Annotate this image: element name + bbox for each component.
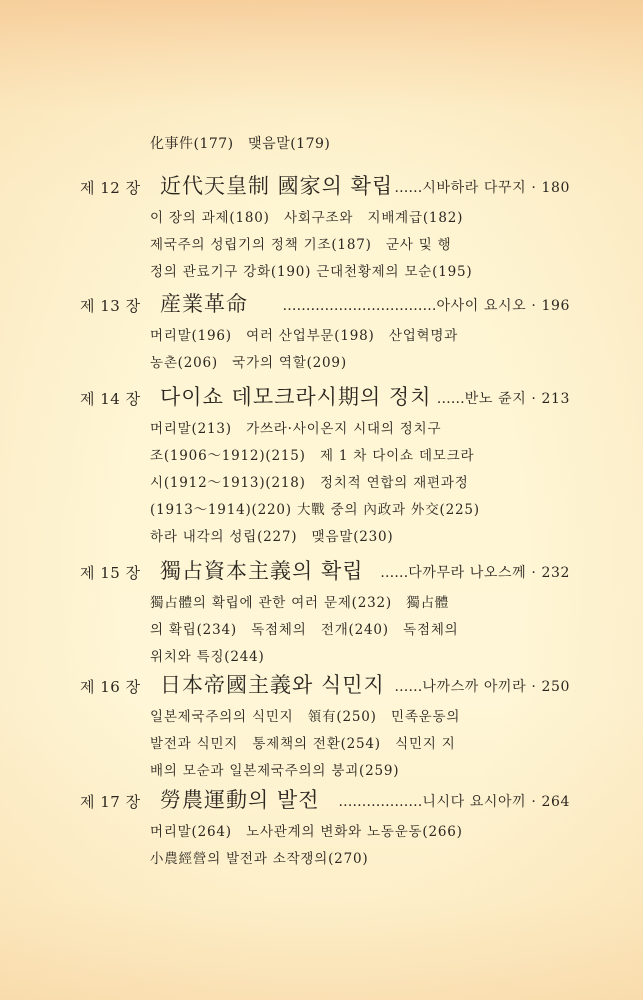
chapter-title: 日本帝國主義와 식민지 (160, 673, 385, 697)
section-line: 獨占體의 확립에 관한 여러 문제(232) 獨占體 (150, 595, 450, 611)
chapter-author-page (283, 296, 570, 316)
chapter-number: 제 16 장 (80, 678, 141, 696)
section-line: 머리말(264) 노사관계의 변화와 노동운동(266) (150, 824, 463, 840)
section-line: 일본제국주의의 식민지 領有(250) 민족운동의 (150, 709, 461, 725)
leader-dots: ……………… (338, 794, 423, 810)
chapter-author: 반노 쥰지 (464, 391, 527, 407)
section-list (150, 822, 570, 876)
leader-dots: …… (380, 565, 409, 581)
chapter-number: 제 12 장 (80, 179, 141, 197)
chapter-title: 勞農運動의 발전 (160, 788, 320, 812)
section-list (150, 326, 570, 380)
section-line: 시(1912～1913)(218) 정치적 연합의 재편과정 (150, 475, 469, 491)
chapter-author-page (338, 792, 570, 812)
leader-dots: …………………………… (282, 298, 437, 314)
continued-entry-line: 化事件(177) 맺음말(179) (150, 136, 331, 152)
chapter-author: 다까무라 나오스께 (408, 565, 527, 581)
section-line: 머리말(196) 여러 산업부문(198) 산업혁명과 (150, 328, 459, 344)
section-line: 의 확립(234) 독점체의 전개(240) 독점체의 (150, 622, 459, 638)
section-line: 하라 내각의 성립(227) 맺음말(230) (150, 529, 394, 545)
section-line: 배의 모순과 일본제국주의의 붕괴(259) (150, 763, 400, 779)
section-list (150, 419, 570, 554)
chapter-author: 아사이 요시오 (436, 298, 527, 314)
chapter-page-number: · 232 (531, 565, 570, 581)
chapter-16-entry (80, 671, 570, 788)
leader-dots: …… (436, 391, 465, 407)
chapter-author-page (394, 677, 570, 697)
chapter-number: 제 15 장 (80, 564, 141, 582)
chapter-heading (80, 383, 570, 413)
chapter-14-entry (80, 383, 570, 554)
chapter-heading (80, 557, 570, 587)
chapter-author-page (380, 563, 570, 583)
chapter-heading (80, 172, 570, 202)
chapter-heading (80, 786, 570, 816)
section-list (150, 208, 570, 289)
chapter-author: 시바하라 다꾸지 (422, 180, 527, 196)
section-line: 정의 관료기구 강화(190) 근대천황제의 모순(195) (150, 264, 473, 280)
chapter-page-number: · 196 (531, 298, 570, 314)
section-list (150, 593, 570, 674)
chapter-number: 제 17 장 (80, 793, 141, 811)
section-line: 제국주의 성립기의 정책 기조(187) 군사 및 행 (150, 237, 452, 253)
section-line: 小農經營의 발전과 소작쟁의(270) (150, 851, 369, 867)
chapter-15-entry (80, 557, 570, 674)
chapter-page-number: · 264 (531, 794, 570, 810)
chapter-12-entry (80, 172, 570, 289)
chapter-title: 産業革命 (160, 292, 248, 316)
chapter-page-number: · 250 (531, 679, 570, 695)
leader-dots: …… (394, 679, 423, 695)
chapter-page-number: · 213 (531, 391, 570, 407)
chapter-author-page (437, 389, 570, 409)
section-line: (1913～1914)(220) 大戰 중의 內政과 外交(225) (150, 502, 480, 518)
section-line: 머리말(213) 가쓰라·사이온지 시대의 정치구 (150, 421, 442, 437)
chapter-page-number: · 180 (531, 180, 570, 196)
leader-dots: …… (394, 180, 423, 196)
chapter-title: 다이쇼 데모크라시期의 정치 (160, 385, 432, 409)
chapter-number: 제 13 장 (80, 297, 141, 315)
section-line: 조(1906～1912)(215) 제 1 차 다이쇼 데모크라 (150, 448, 475, 464)
section-list (150, 707, 570, 788)
section-line: 위치와 특징(244) (150, 649, 265, 665)
chapter-heading (80, 290, 570, 320)
chapter-17-entry (80, 786, 570, 876)
chapter-author-page (394, 178, 570, 198)
chapter-title: 近代天皇制 國家의 확립 (160, 174, 394, 198)
section-line: 이 장의 과제(180) 사회구조와 지배계급(182) (150, 210, 464, 226)
chapter-number: 제 14 장 (80, 390, 141, 408)
section-line: 발전과 식민지 통제책의 전환(254) 식민지 지 (150, 736, 456, 752)
chapter-title: 獨占資本主義의 확립 (160, 559, 364, 583)
chapter-author: 나까스까 아끼라 (422, 679, 527, 695)
chapter-author: 니시다 요시아끼 (422, 794, 527, 810)
section-line: 농촌(206) 국가의 역할(209) (150, 355, 347, 371)
chapter-heading (80, 671, 570, 701)
chapter-13-entry (80, 290, 570, 380)
